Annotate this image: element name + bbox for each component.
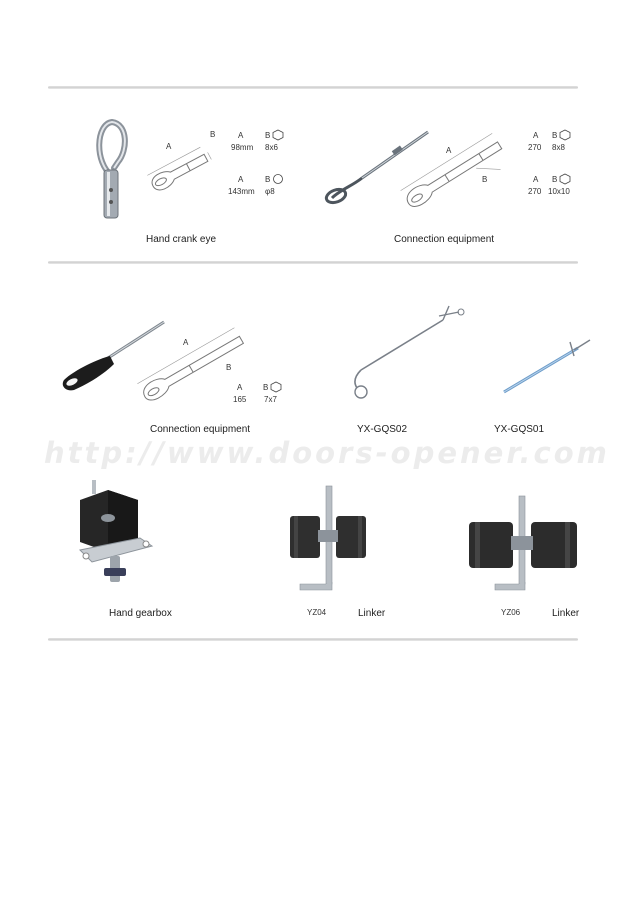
diagram-label-b: B <box>226 363 232 372</box>
hand-crank-eye-diagram <box>143 130 223 200</box>
round-icon <box>273 174 283 184</box>
hexagon-icon <box>560 174 570 184</box>
hexagon-icon <box>273 130 283 140</box>
watermark-text: http://www.doors-opener.com <box>44 436 610 470</box>
divider-top <box>48 86 578 89</box>
caption-hand-crank-eye: Hand crank eye <box>146 234 217 245</box>
dim-b-value: 10x10 <box>548 187 570 196</box>
dim-b-header-2: B <box>265 175 271 184</box>
caption-linker-yz06: Linker <box>552 608 580 619</box>
dim-b-header-1: B <box>265 131 271 140</box>
diagram-label-a: A <box>183 338 189 347</box>
divider-row3 <box>48 638 578 641</box>
linker-yz04-image <box>288 486 378 596</box>
hexagon-icon <box>560 130 570 140</box>
caption-connection-equipment: Connection equipment <box>394 234 495 245</box>
yx-gqs01-image <box>500 338 595 398</box>
caption-linker-yz04: Linker <box>358 608 386 619</box>
caption-yx-gqs02: YX-GQS02 <box>357 424 408 435</box>
caption-yx-gqs01: YX-GQS01 <box>494 424 545 435</box>
caption-connection-equipment: Connection equipment <box>150 424 251 435</box>
dim-b-header: B <box>263 383 269 392</box>
dim-b-value: 7x7 <box>264 395 277 404</box>
yx-gqs02-image <box>347 302 467 402</box>
dim-a-value: 143mm <box>228 187 255 196</box>
connection-equipment-diagram <box>395 122 515 212</box>
caption-hand-gearbox: Hand gearbox <box>109 608 172 619</box>
diagram-label-b: B <box>210 130 216 139</box>
linker-yz06-image <box>467 496 582 596</box>
dim-b-value: φ8 <box>265 187 275 196</box>
dim-a-header-2: A <box>533 175 539 184</box>
dim-b-header-1: B <box>552 131 558 140</box>
dim-b-value: 8x8 <box>552 143 565 152</box>
dim-a-header-1: A <box>238 131 244 140</box>
divider-row1 <box>48 261 578 264</box>
diagram-label-a: A <box>166 142 172 151</box>
hand-crank-eye-image <box>92 118 132 218</box>
model-yz04: YZ04 <box>307 608 327 617</box>
dim-a-header-1: A <box>533 131 539 140</box>
dim-a-header-2: A <box>238 175 244 184</box>
dim-a-value: 270 <box>528 143 542 152</box>
dim-a-value: 98mm <box>231 143 254 152</box>
diagram-label-b: B <box>482 175 488 184</box>
hand-gearbox-image <box>76 480 156 590</box>
diagram-label-a: A <box>446 146 452 155</box>
hexagon-icon <box>271 382 281 392</box>
dim-b-value: 8x6 <box>265 143 278 152</box>
dim-b-header-2: B <box>552 175 558 184</box>
model-yz06: YZ06 <box>501 608 521 617</box>
dim-a-value: 165 <box>233 395 247 404</box>
dim-a-header: A <box>237 383 243 392</box>
dim-a-value: 270 <box>528 187 542 196</box>
